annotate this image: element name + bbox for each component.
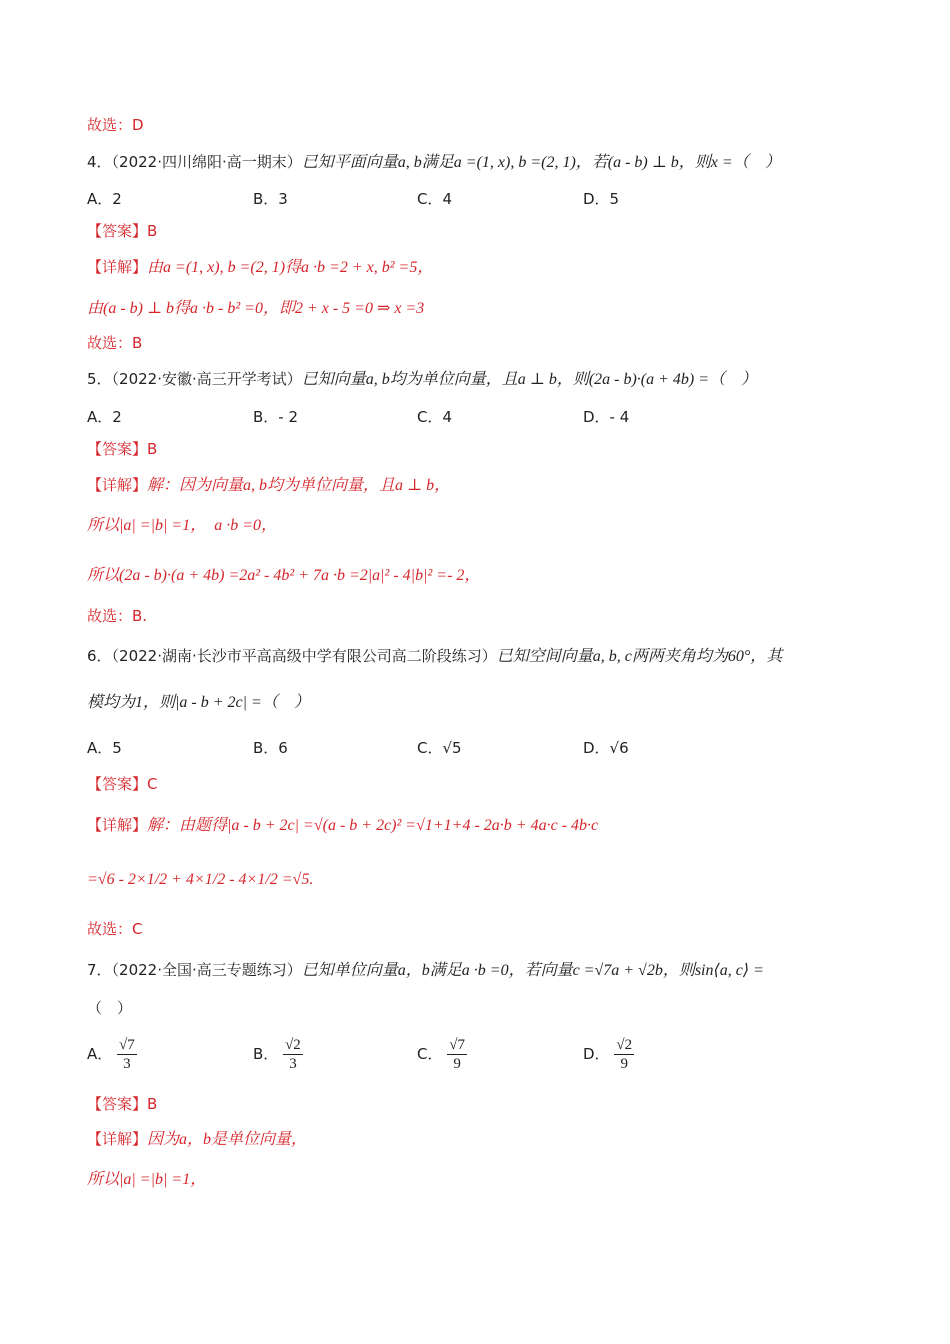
q7-option-d-letter: D． — [583, 1045, 610, 1063]
q7-option-d-fraction — [614, 1036, 634, 1073]
q7-option-a-num: √7 — [119, 1037, 135, 1053]
q6-source: （2022·湖南·长沙市平高高级中学有限公司高二阶段练习） — [111, 647, 497, 665]
q5-option-a: A．2 — [87, 408, 122, 426]
q5-option-d: D．- 4 — [583, 408, 630, 426]
q3-result: 故选：D — [87, 116, 144, 134]
q5-number: 5． — [87, 370, 112, 388]
q7-option-c-den: 9 — [453, 1056, 461, 1072]
q7-option-a-fraction — [117, 1036, 137, 1073]
q7-option-d-den: 9 — [620, 1056, 628, 1072]
q5-stem-line — [87, 369, 757, 390]
q4-detail-line-1 — [87, 257, 433, 278]
q5-detail-1: 解：因为向量a, b均为单位向量，且a ⊥ b， — [147, 477, 451, 494]
q6-option-b: B．6 — [253, 739, 288, 757]
q7-stem-2: （ ） — [87, 999, 133, 1017]
q7-option-a-letter: A． — [87, 1045, 113, 1063]
q4-result: 故选：B — [87, 334, 143, 352]
q5-detail-line-1 — [87, 475, 450, 496]
q4-option-a: A．2 — [87, 190, 122, 208]
q7-option-c-letter: C． — [417, 1045, 443, 1063]
q6-option-a: A．5 — [87, 739, 122, 757]
q5-answer: 【答案】B — [87, 440, 158, 458]
q7-detail-line-1 — [87, 1129, 307, 1150]
q7-number: 7． — [87, 961, 112, 979]
q5-detail-3: 所以(2a - b)·(a + 4b) =2a² - 4b² + 7a ·b =2|a|² - 4|b|² =- 2， — [87, 567, 481, 584]
q4-source: （2022·四川绵阳·高一期末） — [111, 153, 302, 171]
q4-detail-tag: 【详解】 — [87, 258, 148, 276]
q7-option-a-den: 3 — [123, 1056, 131, 1072]
q6-answer: 【答案】C — [87, 775, 158, 793]
q4-option-d: D．5 — [583, 190, 620, 208]
q5-result: 故选：B. — [87, 607, 148, 625]
q6-detail-line-1 — [87, 815, 598, 836]
q7-source: （2022·全国·高三专题练习） — [111, 961, 302, 979]
q7-option-b-num: √2 — [285, 1037, 301, 1053]
q4-option-b: B．3 — [253, 190, 288, 208]
q5-option-c: C．4 — [417, 408, 453, 426]
q5-detail-2: 所以|a| =|b| =1， a ·b =0， — [87, 517, 277, 534]
q5-source: （2022·安徽·高三开学考试） — [111, 370, 302, 388]
q4-answer: 【答案】B — [87, 222, 158, 240]
q7-option-c-fraction — [447, 1036, 467, 1073]
q7-option-d-num: √2 — [616, 1037, 633, 1053]
q5-detail-tag: 【详解】 — [87, 476, 148, 494]
q7-stem-line — [87, 960, 764, 981]
q5-stem: 已知向量a, b均为单位向量，且a ⊥ b，则(2a - b)·(a + 4b) =（ ） — [301, 371, 758, 388]
q4-stem-line — [87, 152, 781, 173]
q6-number: 6． — [87, 647, 112, 665]
q7-option-c-num: √7 — [449, 1037, 465, 1053]
q7-option-a — [87, 1036, 137, 1073]
q7-option-c — [417, 1036, 467, 1073]
q6-stem: 已知空间向量a, b, c两两夹角均为60°，其 — [496, 648, 783, 665]
q4-stem: 已知平面向量a, b满足a =(1, x), b =(2, 1)，若(a - b) ⊥ b，则x =（ ） — [301, 154, 781, 171]
q7-stem: 已知单位向量a，b满足a ·b =0，若向量c =√7a + √2b，则sin⟨a, c⟩ = — [301, 962, 764, 979]
q7-option-b — [253, 1036, 303, 1073]
q4-option-c: C．4 — [417, 190, 453, 208]
q6-option-d: D．√6 — [583, 739, 629, 757]
q6-result: 故选：C — [87, 920, 143, 938]
q4-detail-2: 由(a - b) ⊥ b得a ·b - b² =0，即2 + x - 5 =0 ⇒ x =3 — [87, 300, 425, 317]
q7-option-b-fraction — [283, 1036, 303, 1073]
q6-stem-2: 模均为1，则|a - b + 2c| =（ ） — [87, 694, 310, 711]
q6-detail-tag: 【详解】 — [87, 816, 148, 834]
q6-option-c: C．√5 — [417, 739, 462, 757]
q7-answer: 【答案】B — [87, 1095, 158, 1113]
q7-detail-1: 因为a，b是单位向量， — [147, 1131, 308, 1148]
q6-detail-2: =√6 - 2×1/2 + 4×1/2 - 4×1/2 =√5. — [87, 871, 314, 888]
q4-number: 4． — [87, 153, 112, 171]
q7-option-d — [583, 1036, 634, 1073]
q7-detail-tag: 【详解】 — [87, 1130, 148, 1148]
q6-stem-line — [87, 646, 782, 667]
q7-option-b-den: 3 — [289, 1056, 297, 1072]
q6-detail-1: 解：由题得|a - b + 2c| =√(a - b + 2c)² =√1+1+4 - 2a·b + 4a·c - 4b·c — [147, 817, 599, 834]
q7-detail-2: 所以|a| =|b| =1， — [87, 1171, 207, 1188]
q7-options — [87, 1036, 787, 1076]
q4-detail-1: 由a =(1, x), b =(2, 1)得a ·b =2 + x, b² =5， — [147, 259, 434, 276]
q7-option-b-letter: B． — [253, 1045, 279, 1063]
q5-option-b: B．- 2 — [253, 408, 299, 426]
